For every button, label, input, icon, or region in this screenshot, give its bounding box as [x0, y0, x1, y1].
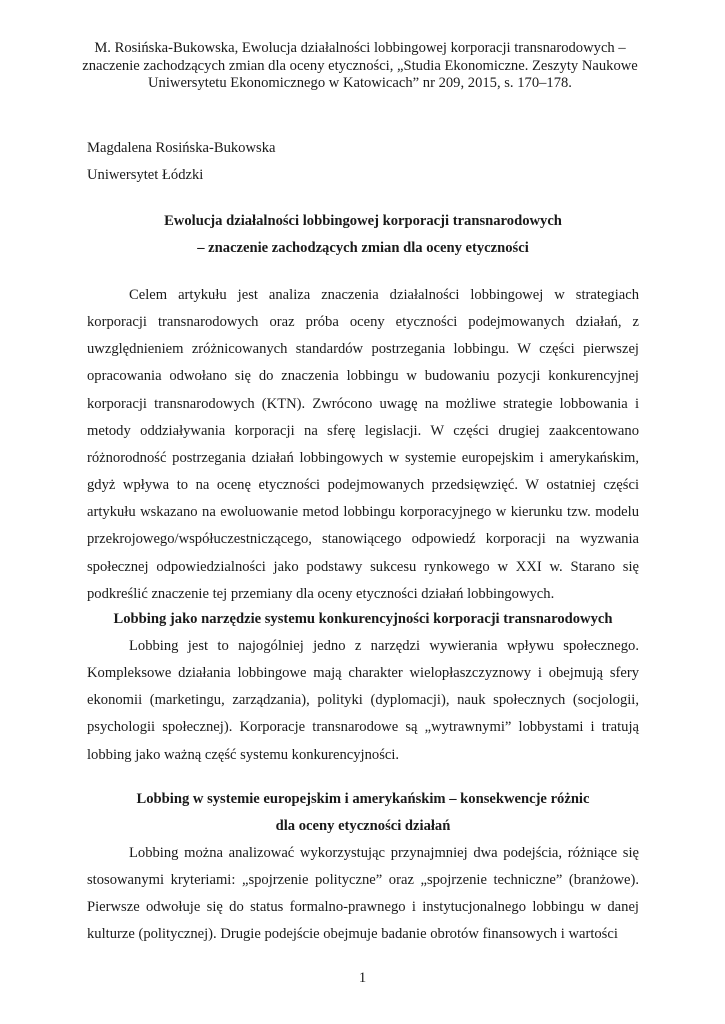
section-heading-2-line-2: dla oceny etyczności działań	[275, 818, 451, 834]
author-name: Magdalena Rosińska-Bukowska	[87, 140, 276, 156]
section-heading-1: Lobbing jako narzędzie systemu konkurencyjności korporacji transnarodowych	[113, 611, 613, 627]
page-number: 1	[358, 970, 367, 986]
section-heading-2-line-1: Lobbing w systemie europejskim i amerykańskim – konsekwencje różnic	[136, 791, 590, 807]
author-block	[87, 135, 275, 189]
citation-header: M. Rosińska-Bukowska, Ewolucja działalności lobbingowej korporacji transnarodowych – znaczenie zachodzących zmian dla oceny etyczności, „Studia Ekonomiczne. Zeszyty Naukowe Uniwersytetu Ekonomicznego w Katowicach” nr 209, 2015, s. 170–178.	[82, 40, 638, 91]
section-1-paragraph: Lobbing jest to najogólniej jedno z narzędzi wywierania wpływu społecznego. Kompleksowe działania lobbingowe mają charakter wielopłaszczyznowy i obejmują sfery ekonomii (marketingu, zarządzania), polityki (dyplomacji), nauk społecznych (socjologii, psychologii społecznej). Korporacje transnarodowe są „wytrawnymi” lobbystami i tratują lobbing jako ważną część systemu konkurencyjności.	[87, 638, 639, 763]
title-line-2: – znaczenie zachodzących zmian dla oceny etyczności	[197, 240, 529, 256]
title-line-1: Ewolucja działalności lobbingowej korporacji transnarodowych	[164, 213, 562, 229]
article-title	[87, 208, 639, 262]
section-2-paragraph: Lobbing można analizować wykorzystując przynajmniej dwa podejścia, różniące się stosowanymi kryteriami: „spojrzenie polityczne” oraz „spojrzenie techniczne” (branżowe). Pierwsze odwołuje się do status formalno-prawnego i instytucjonalnego lobbingu w danej kulturze (politycznej). Drugie podejście obejmuje badanie obrotów finansowych i wartości	[87, 845, 639, 943]
section-heading-2	[87, 786, 639, 840]
abstract-paragraph: Celem artykułu jest analiza znaczenia działalności lobbingowej w strategiach korporacji transnarodowych oraz próba oceny etyczności podejmowanych działań, z uwzględnieniem zróżnicowanych standardów postrzegania lobbingu. W części pierwszej opracowania odwołano się do znaczenia lobbingu w budowaniu pozycji konkurencyjnej korporacji transnarodowych (KTN). Zwrócono uwagę na możliwe strategie lobbowania i metody oddziaływania korporacji na sferę legislacji. W części drugiej zaakcentowano różnorodność postrzegania działań lobbingowych w systemie europejskim i amerykańskim, gdyż wpływa to na ocenę etyczności podejmowanych przedsięwzięć. W ostatniej części artykułu wskazano na ewoluowanie metod lobbingu korporacyjnego w kierunku tzw. modelu przekrojowego/współuczestniczącego, stanowiącego odpowiedź korporacji na wyzwania społecznej odpowiedzialności jako podstawy sukcesu rynkowego w XXI w. Starano się podkreślić znaczenie tej przemiany dla oceny etyczności działań lobbingowych.	[87, 287, 639, 602]
author-affiliation: Uniwersytet Łódzki	[87, 167, 204, 183]
